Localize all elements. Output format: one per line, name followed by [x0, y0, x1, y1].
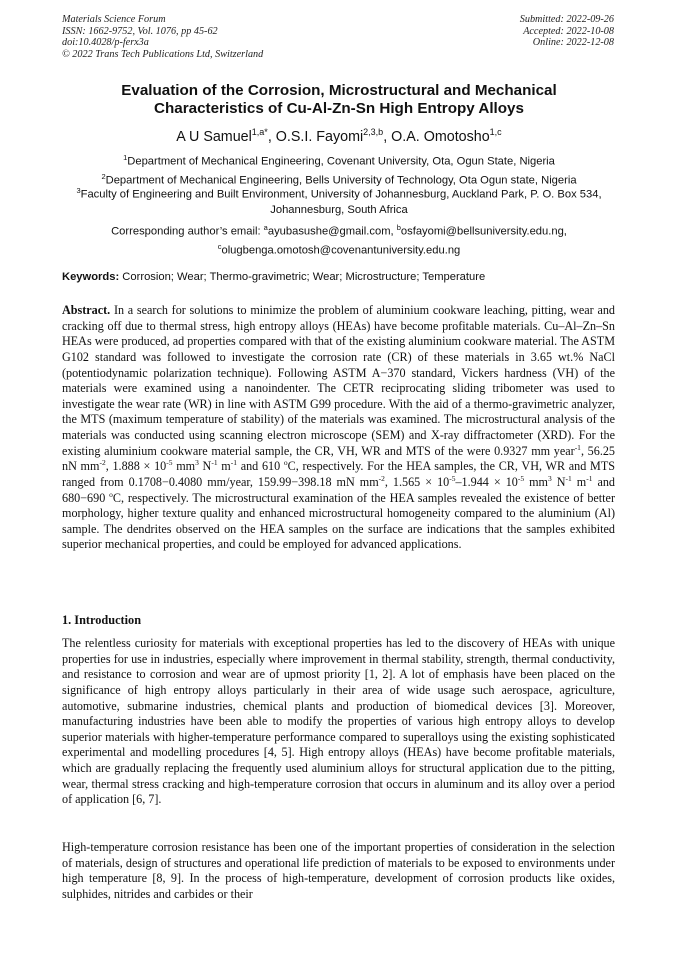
keywords-list: Corrosion; Wear; Thermo-gravimetric; Wear; Microstructure; Temperature	[119, 271, 486, 283]
author-name: O.S.I. Fayomi	[275, 128, 364, 145]
affiliation-2: $^2$Department of Mechanical Engineering, Bells University of Technology, Ota Ogun state, Nigeria	[101, 171, 577, 187]
journal-info	[62, 14, 263, 60]
online-date: Online: 2022-12-08	[532, 37, 614, 49]
affiliation-1: $^1$Department of Mechanical Engineering, Covenant University, Ota, Ogun State, Nigeria	[123, 153, 555, 168]
author-name: O.A. Omotosho	[391, 128, 490, 145]
email-a[interactable]: ayubasushe@gmail.com,	[267, 225, 397, 238]
intro-paragraph-2: High-temperature corrosion resistance has been one of the important properties of consideration in the selection of materials, design of structures and operational life prediction of materials to be exposed to environments under high temperature [8, 9]. In the process of high-temperature, development of corrosion products like oxides, sulphides, nitrides and carbides or their	[62, 840, 615, 901]
publication-dates	[520, 14, 614, 49]
copyright-line: © 2022 Trans Tech Publications Ltd, Switzerland	[62, 48, 264, 60]
keywords-label: Keywords:	[62, 271, 120, 283]
corresponding-label: Corresponding author’s email:	[111, 225, 264, 238]
section-heading: 1. Introduction	[62, 613, 142, 627]
intro-paragraph-1: The relentless curiosity for materials with exceptional properties has led to the discovery of HEAs with unique properties for use in industries, especially where improvement in thermal stability, strength, thermal conductivity, and resistance to corrosion and wear are of upmost priority [1, 2]. A lot of emphasis have been placed on the significance of high entropy alloys particularly in their area of wide usage such aerospace, agriculture, automotive, submarine industries, chemical plants and production of biomedical devices [3]. Moreover, manufacturing industries have been able to modify the properties of various high entropy alloys to develop superior materials with higher-temperature performance compared to superalloys using the existing sophisticated experimental and modelling procedures [4, 5]. High entropy alloys (HEAs) have become profitable materials, which are gradually replacing the frequently used aluminium alloys for structural application due to the pitting, wear, thermal stress cracking and high-temperature corrosion that occurs in aluminum and its alloy over a period of application [6, 7].	[62, 636, 615, 807]
abstract-label: Abstract.	[62, 303, 111, 317]
title-line-1: Evaluation of the Corrosion, Microstructural and Mechanical	[121, 82, 557, 99]
abstract: Abstract. In a search for solutions to minimize the problem of aluminium cookware leaching, pitting, wear and cracking off due to thermal stress, high entropy alloys (HEAs) have become profitable materials. Cu–Al–Zn–Sn HEAs were produced, ad properties compared with that of the existing aluminium cookware material. The ASTM G102 standard was followed to investigate the corrosion rate (CR) of these materials in 3.65 wt.% NaCl (potentiodynamic polarization technique). Following ASTM A−370 standard, Vickers hardness (VH) of the materials were examined using a nanoindenter. The CETR reciprocating sliding tribometer was used to investigate the wear rate (WR) in line with ASTM G99 procedure. With the aid of a thermo-gravimetric analyzer, the MTS (maximum temperature of stability) of the materials was examined. The microstructural analysis of the materials was conducted using scanning electron microscope (SEM) and X-ray diffractometer (XRD). For the existing aluminium cookware material sample, the CR, VH, WR and MTS of the were 0.9327 mm year$^{-1}$, 56.25 nN $mm^{-2}$, $1.888 \times 10^{-5}$ $mm^3$ $N^{-1}$ $m^{-1}$ and 610 $^o$C, respectively. For the HEA samples, the CR, VH, WR and MTS ranged from 0.1708−0.4080 mm/year, 159.99−398.18 mN $mm^{-2}$, $1.565 \times 10^{-5}-1.944 \times 10^{-5}$ $mm^3$ $N^{-1}$ $m^{-1}$ and 680−690 $^o$C, respectively. The microstructural examination of the HEA samples revealed the existence of better morphology, higher texture quality and enhanced microstructural homogeneity compared to the aluminium (Al) sample. The dendrites observed on the HEA samples on the surface are indications that the samples exhibited superior mechanical properties, and could be employed for advanced applications.	[62, 303, 615, 552]
author-affiliation-marker: 2,3,b	[363, 127, 384, 137]
author-separator: ,	[267, 128, 276, 145]
doi-line: doi:10.4028/p-ferx3a	[62, 37, 149, 49]
paper-title	[0, 82, 678, 118]
author-affiliation-marker: 1,c	[489, 127, 502, 137]
journal-name: Materials Science Forum	[62, 14, 166, 25]
affiliation-3: $^3$Faculty of Engineering and Built Environment, University of Johannesburg, Auckland Park, P. O. Box 534, Johannesburg, South Africa	[76, 186, 602, 216]
issn-line: ISSN: 1662-9752, Vol. 1076, pp 45-62	[62, 25, 218, 37]
corresponding-emails: Corresponding author’s email: $^a$ayubasushe@gmail.com, $^b$osfayomi@bellsuniversity.edu.ng, $^c$olugbenga.omotosh@covenantuniversity.edu.ng	[111, 223, 567, 257]
email-b[interactable]: osfayomi@bellsuniversity.edu.ng,	[400, 225, 567, 238]
accepted-date: Accepted: 2022-10-08	[523, 25, 614, 37]
title-line-2: Characteristics of Cu-Al-Zn-Sn High Entropy Alloys	[154, 100, 524, 117]
email-c[interactable]: olugbenga.omotosh@covenantuniversity.edu.ng	[221, 244, 461, 257]
affiliations-1-2	[62, 151, 616, 188]
submitted-date: Submitted: 2022-09-26	[519, 14, 614, 25]
author-separator: ,	[383, 128, 392, 145]
author-affiliation-marker: 1,a*	[251, 127, 268, 137]
author-list	[0, 123, 678, 146]
author-name: A U Samuel	[176, 128, 252, 145]
keywords	[62, 270, 616, 284]
